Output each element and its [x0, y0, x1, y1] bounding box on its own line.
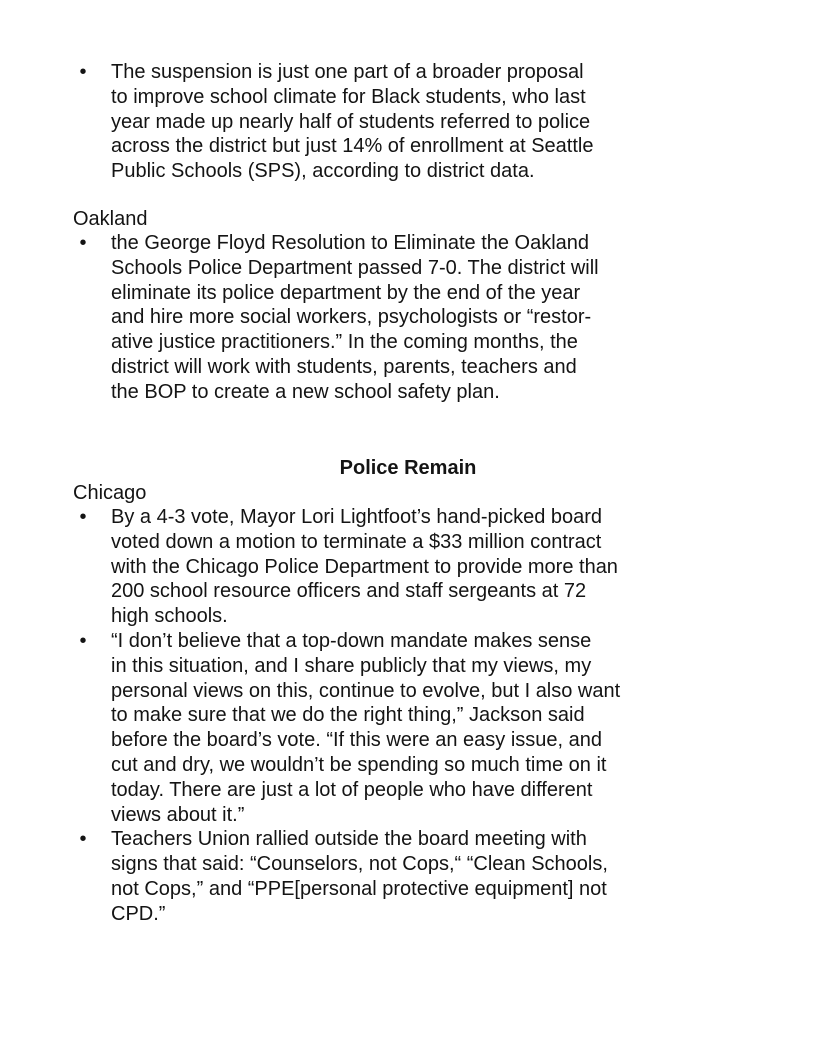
- bullet-text: [111, 231, 753, 405]
- text-line: across the district but just 14% of enrollment at Seattle: [111, 135, 594, 158]
- bullet-dot-icon: •: [79, 232, 87, 254]
- text-line: eliminate its police department by the end of the year: [111, 281, 581, 304]
- bullet-dot-icon: •: [79, 828, 87, 851]
- bullet-text: [111, 629, 753, 827]
- seattle-section: [73, 60, 753, 184]
- text-line: CPD.”: [111, 902, 166, 925]
- text-line: high schools.: [111, 605, 228, 628]
- chicago-bullet-3: [73, 827, 753, 926]
- text-line: before the board’s vote. “If this were an easy issue, and: [111, 729, 603, 752]
- text-line: the BOP to create a new school safety plan.: [111, 380, 500, 403]
- chicago-bullet-2: [73, 629, 753, 827]
- text-line: voted down a motion to terminate a $33 million contract: [111, 530, 602, 553]
- police-remain-title: Police Remain: [339, 457, 477, 479]
- chicago-section: [73, 481, 753, 927]
- seattle-bullet-1: [73, 60, 753, 184]
- text-line: district will work with students, parents, teachers and: [111, 355, 577, 378]
- text-line: 200 school resource officers and staff sergeants at 72: [111, 580, 587, 603]
- oakland-section: [73, 207, 753, 405]
- text-line: “I don’t believe that a top-down mandate makes sense: [111, 629, 592, 652]
- text-line: Public Schools (SPS), according to district data.: [111, 160, 535, 183]
- text-line: Schools Police Department passed 7-0. The district will: [111, 256, 599, 279]
- text-line: personal views on this, continue to evolve, but I also want: [111, 679, 621, 702]
- text-line: ative justice practitioners.” In the coming months, the: [111, 331, 578, 354]
- bullet-dot-icon: •: [79, 61, 87, 83]
- text-line: to make sure that we do the right thing,” Jackson said: [111, 704, 585, 727]
- text-line: Teachers Union rallied outside the board meeting with: [111, 828, 587, 851]
- text-line: cut and dry, we wouldn’t be spending so much time on it: [111, 753, 607, 776]
- text-line: to improve school climate for Black students, who last: [111, 85, 586, 108]
- text-line: signs that said: “Counselors, not Cops,“ “Clean Schools,: [111, 853, 608, 876]
- bullet-text: [111, 505, 753, 629]
- text-line: not Cops,” and “PPE[personal protective equipment] not: [111, 877, 607, 900]
- text-line: with the Chicago Police Department to provide more than: [111, 555, 618, 578]
- text-line: and hire more social workers, psychologists or “restor-: [111, 306, 592, 329]
- text-line: in this situation, and I share publicly that my views, my: [111, 654, 592, 677]
- oakland-bullet-1: [73, 231, 753, 405]
- text-line: views about it.”: [111, 803, 245, 826]
- bullet-dot-icon: •: [79, 506, 87, 528]
- bullet-text: [111, 60, 753, 184]
- text-line: The suspension is just one part of a broader proposal: [111, 61, 584, 83]
- oakland-heading: Oakland: [73, 208, 148, 230]
- bullet-text: [111, 827, 753, 926]
- chicago-heading: Chicago: [73, 482, 147, 504]
- bullet-dot-icon: •: [79, 629, 87, 652]
- text-line: By a 4-3 vote, Mayor Lori Lightfoot’s hand-picked board: [111, 506, 603, 528]
- text-line: the George Floyd Resolution to Eliminate the Oakland: [111, 232, 590, 254]
- chicago-bullet-1: [73, 505, 753, 629]
- text-line: year made up nearly half of students referred to police: [111, 110, 591, 133]
- text-line: today. There are just a lot of people who have different: [111, 778, 593, 801]
